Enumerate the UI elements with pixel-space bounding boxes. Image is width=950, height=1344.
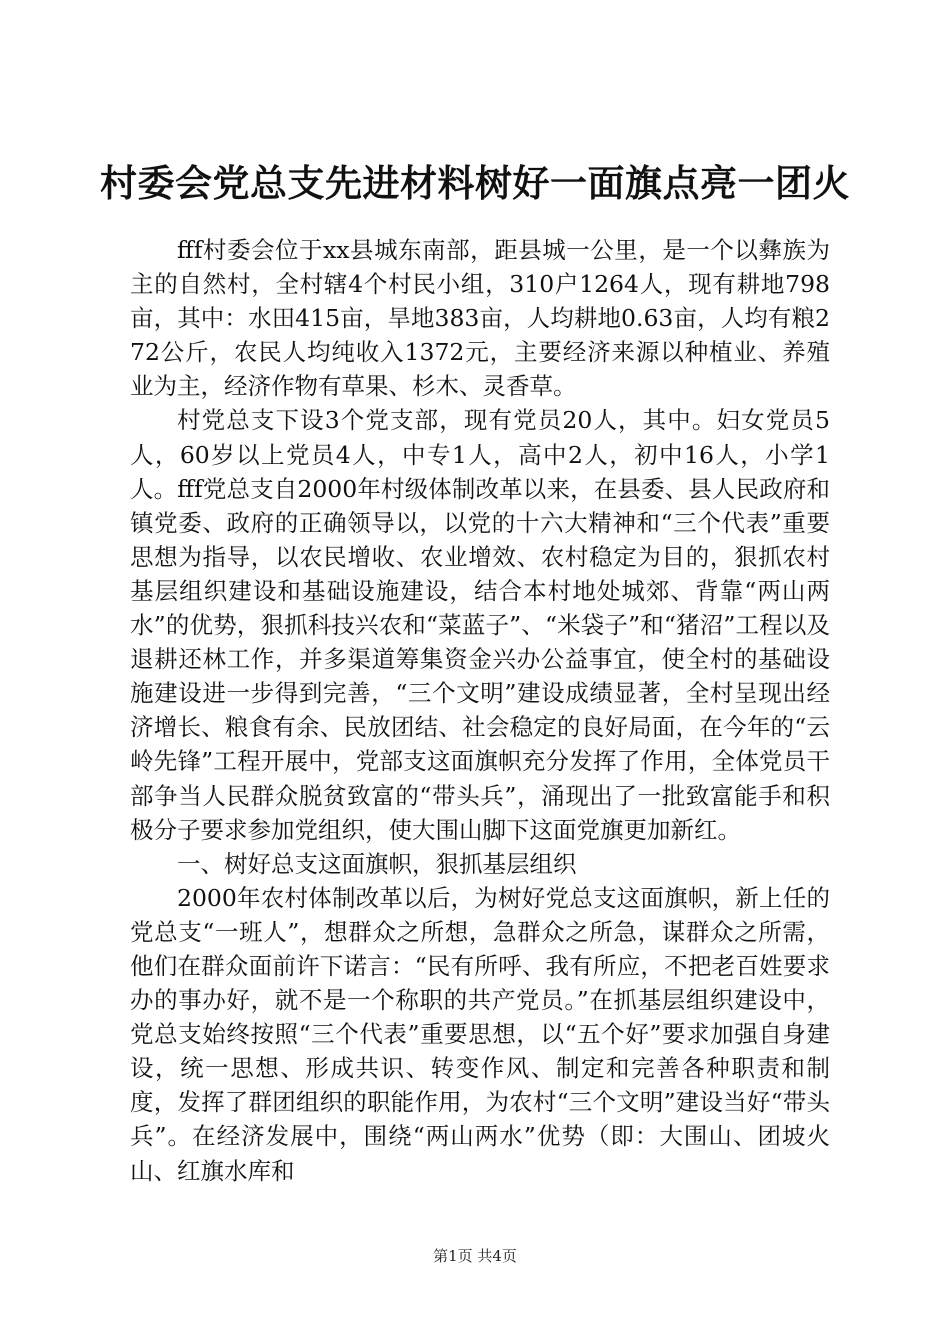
document-title: 村委会党总支先进材料树好一面旗点亮一团火 xyxy=(100,162,850,205)
page-number-footer: 第1页 共4页 xyxy=(433,1247,517,1265)
document-body xyxy=(130,233,830,1188)
paragraph-party-branch: 村党总支下设3个党支部，现有党员20人，其中。妇女党员5人，60岁以上党员4人，中专1人，高中2人，初中16人，小学1人。fff党总支自2000年村级体制改革以来，在县委、县人民政府和镇党委、政府的正确领导以，以党的十六大精神和“三个代表”重要思想为指导，以农民增收、农业增效、农村稳定为目的，狠抓农村基层组织建设和基础设施建设，结合本村地处城郊、背靠“两山两水”的优势，狠抓科技兴农和“菜蓝子”、“米袋子”和“猪沼”工程以及退耕还林工作，并多渠道筹集资金兴办公益事宜，使全村的基础设施建设进一步得到完善，“三个文明”建设成绩显著，全村呈现出经济增长、粮食有余、民放团结、社会稳定的良好局面，在今年的“云岭先锋”工程开展中，党部支这面旗帜充分发挥了作用，全体党员干部争当人民群众脱贫致富的“带头兵”，涌现出了一批致富能手和积极分子要求参加党组织，使大围山脚下这面党旗更加新红。 xyxy=(130,406,830,844)
paragraph-reform: 2000年农村体制改革以后，为树好党总支这面旗帜，新上任的党总支“一班人”，想群众之所想，急群众之所急，谋群众之所需，他们在群众面前许下诺言：“民有所呼、我有所应，不把老百姓要求办的事办好，就不是一个称职的共产党员。”在抓基层组织建设中，党总支始终按照“三个代表”重要思想，以“五个好”要求加强自身建设，统一思想、形成共识、转变作风、制定和完善各种职责和制度，发挥了群团组织的职能作用，为农村“三个文明”建设当好“带头兵”。在经济发展中，围绕“两山两水”优势（即：大围山、团坡火山、红旗水库和 xyxy=(130,883,830,1185)
section-heading-1: 一、树好总支这面旗帜，狠抓基层组织 xyxy=(177,849,577,878)
paragraph-village-overview: fff村委会位于xx县城东南部，距县城一公里，是一个以彝族为主的自然村，全村辖4个村民小组，310户1264人，现有耕地798亩，其中：水田415亩，旱地383亩，人均耕地0.63亩，人均有粮272公斤，农民人均纯收入1372元，主要经济来源以种植业、养殖业为主，经济作物有草果、杉木、灵香草。 xyxy=(130,236,830,401)
